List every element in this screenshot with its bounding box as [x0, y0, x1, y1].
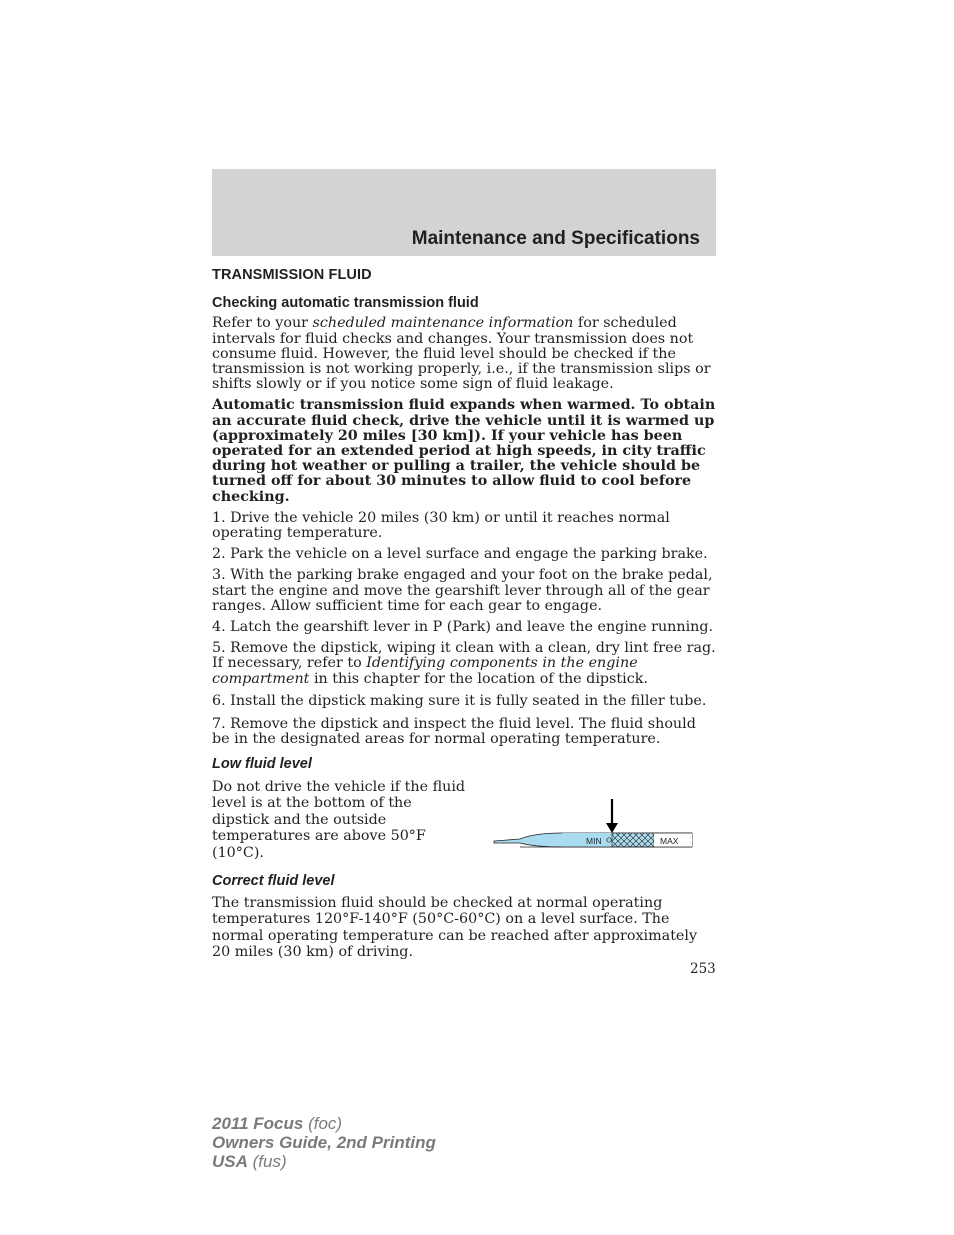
section-title: TRANSMISSION FLUID [212, 267, 372, 283]
step-2: 2. Park the vehicle on a level surface and engage the parking brake. [212, 546, 708, 563]
step-3: 3. With the parking brake engaged and your foot on the brake pedal, start the engine and move the gearshift lever through all of the gear ranges. Allow sufficient time for each gear to engage. [212, 567, 713, 614]
low-fluid-level-text: Do not drive the vehicle if the fluid level is at the bottom of the dipstick and the outside temperatures are above 50°F (10°C). [212, 778, 466, 861]
dipstick-illustration [492, 799, 698, 857]
step-1: 1. Drive the vehicle 20 miles (30 km) or until it reaches normal operating temperature. [212, 509, 670, 542]
step-5-italic: Identifying components in the engine compartment [212, 655, 638, 687]
page-number: 253 [690, 961, 716, 977]
footer-model-code: (foc) [303, 1114, 343, 1133]
low-fluid-level-block [212, 779, 718, 871]
step-5 [212, 641, 718, 687]
intro-text-before: Refer to your [212, 315, 313, 332]
section-header-title: Maintenance and Specifications [411, 228, 700, 249]
correct-fluid-level-title: Correct fluid level [212, 872, 335, 889]
page-content [212, 268, 718, 967]
intro-text-after: for scheduled intervals for fluid checks and changes. Your transmission does not consume fluid. However, the fluid level should be checked if the transmission is not working properly, i.e., if the transmission slips or shifts slowly or if you notice some sign of fluid leakage. [212, 315, 711, 393]
intro-text-italic: scheduled maintenance information [312, 315, 574, 332]
section-subtitle: Checking automatic transmission fluid [212, 295, 479, 312]
footer [212, 1114, 436, 1171]
footer-market-code: (fus) [247, 1152, 287, 1171]
section-header-band [212, 169, 716, 256]
dipstick-hatch-zone [612, 833, 654, 847]
step-7: 7. Remove the dipstick and inspect the fluid level. The fluid should be in the designated areas for normal operating temperature. [212, 716, 696, 748]
footer-line-1 [212, 1114, 436, 1133]
step-4: 4. Latch the gearshift lever in P (Park) and leave the engine running. [212, 619, 714, 636]
correct-fluid-level-text: The transmission fluid should be checked at normal operating temperatures 120°F-140°F (50°C-60°C) on a level surface. The normal operating temperature can be reached after approximately 20 miles (30 km) of driving. [212, 894, 698, 961]
warning-paragraph: Automatic transmission fluid expands when warmed. To obtain an accurate fluid check, drive the vehicle until it is warmed up (approximately 20 miles [30 km]). If your vehicle has been operated for an extended period at high speeds, in city traffic during hot weather or pulling a trailer, the vehicle should be turned off for about 30 minutes to allow fluid to cool before checking. [212, 397, 716, 505]
footer-line-2: Owners Guide, 2nd Printing [212, 1133, 436, 1152]
step-5-before: 5. Remove the dipstick, wiping it clean with a clean, dry lint free rag. If necessary, refer to [212, 640, 716, 672]
footer-line-3 [212, 1152, 436, 1171]
step-6: 6. Install the dipstick making sure it is fully seated in the filler tube. [212, 692, 707, 709]
low-fluid-level-title: Low fluid level [212, 756, 312, 773]
low-level-arrow-head [606, 823, 618, 833]
intro-paragraph [212, 316, 718, 392]
footer-model: 2011 Focus [212, 1114, 304, 1133]
footer-market: USA [212, 1152, 248, 1171]
step-5-after: in this chapter for the location of the dipstick. [309, 670, 648, 687]
dipstick-min-label: MIN [586, 835, 602, 846]
dipstick-max-label: MAX [660, 835, 679, 846]
